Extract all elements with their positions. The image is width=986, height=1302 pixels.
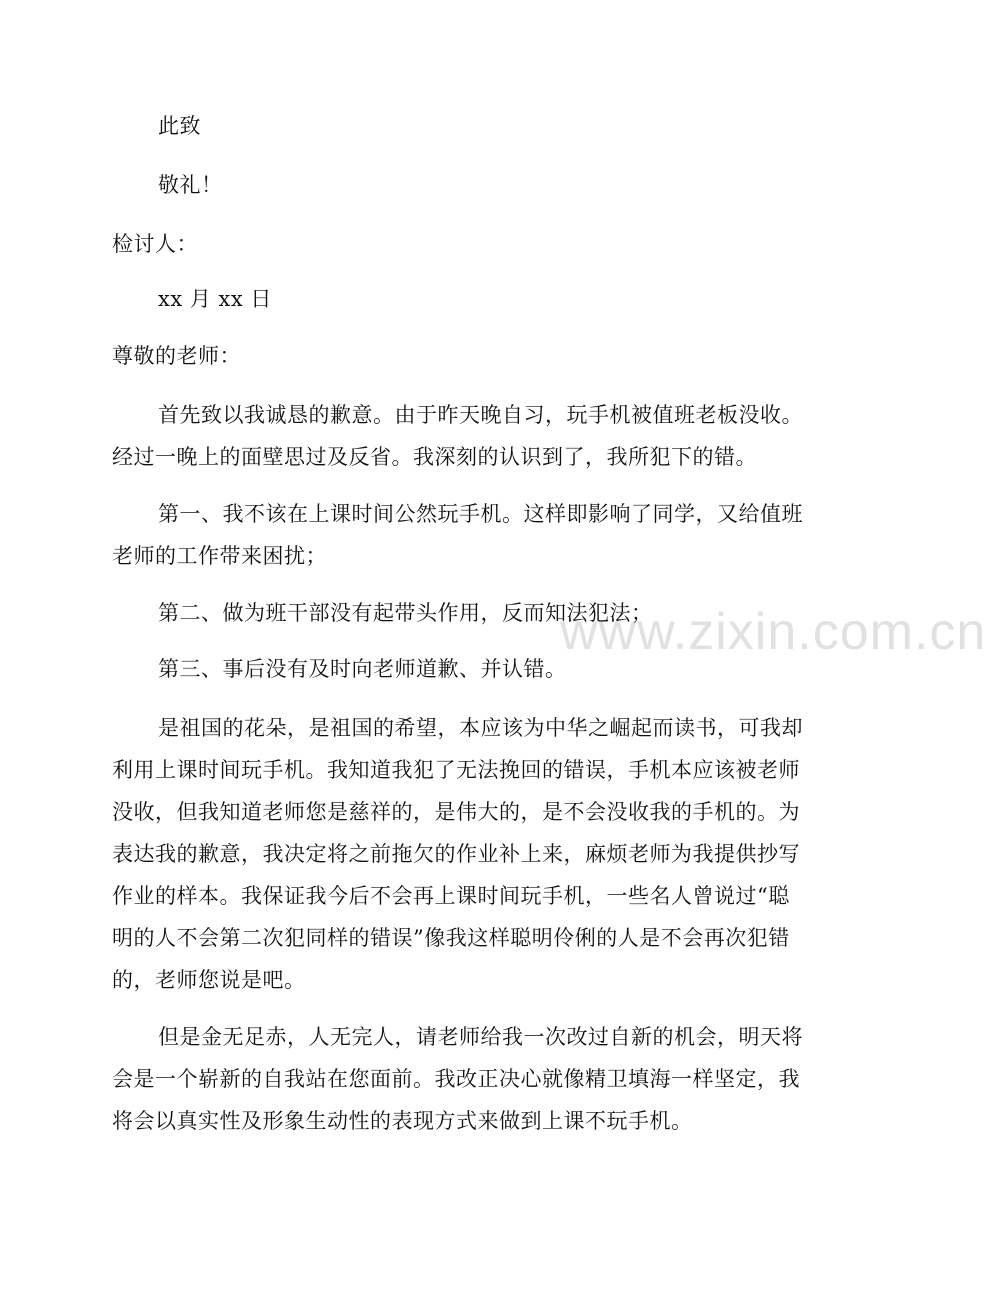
closing-respect: 敬礼！ (158, 173, 223, 197)
paragraph-line: 没收，但我知道老师您是慈祥的，是伟大的，是不会没收我的手机的。为 (112, 800, 800, 824)
paragraph-line: 作业的样本。我保证我今后不会再上课时间玩手机，一些名人曾说过“聪 (112, 884, 790, 908)
paragraph-line: 利用上课时间玩手机。我知道我犯了无法挽回的错误，手机本应该被老师 (112, 758, 800, 782)
date-line: xx 月 xx 日 (158, 287, 272, 311)
watermark: www.zixin.com.cn (560, 603, 986, 661)
paragraph-line: 经过一晚上的面壁思过及反省。我深刻的认识到了，我所犯下的错。 (112, 445, 757, 469)
paragraph-line: 明的人不会第二次犯同样的错误”像我这样聪明伶俐的人是不会再次犯错 (112, 926, 790, 950)
paragraph-line: 第三、事后没有及时向老师道歉、并认错。 (158, 657, 567, 681)
paragraph-line: 会是一个崭新的自我站在您面前。我改正决心就像精卫填海一样坚定，我 (112, 1067, 800, 1091)
paragraph-line: 表达我的歉意，我决定将之前拖欠的作业补上来，麻烦老师为我提供抄写 (112, 842, 800, 866)
paragraph-line: 第一、我不该在上课时间公然玩手机。这样即影响了同学，又给值班 (158, 502, 803, 526)
paragraph-line: 老师的工作带来困扰； (112, 544, 327, 568)
paragraph-line: 第二、做为班干部没有起带头作用，反而知法犯法； (158, 601, 653, 625)
paragraph-line: 的，老师您说是吧。 (112, 968, 306, 992)
paragraph-line: 首先致以我诚恳的歉意。由于昨天晚自习，玩手机被值班老板没收。 (158, 403, 803, 427)
letter-greeting: 尊敬的老师： (112, 344, 241, 368)
paragraph-line: 将会以真实性及形象生动性的表现方式来做到上课不玩手机。 (112, 1109, 693, 1133)
signer-label: 检讨人： (112, 232, 198, 256)
paragraph-line: 是祖国的花朵，是祖国的希望，本应该为中华之崛起而读书，可我却 (158, 716, 803, 740)
closing-salutation: 此致 (158, 114, 201, 138)
paragraph-line: 但是金无足赤，人无完人，请老师给我一次改过自新的机会，明天将 (158, 1025, 803, 1049)
